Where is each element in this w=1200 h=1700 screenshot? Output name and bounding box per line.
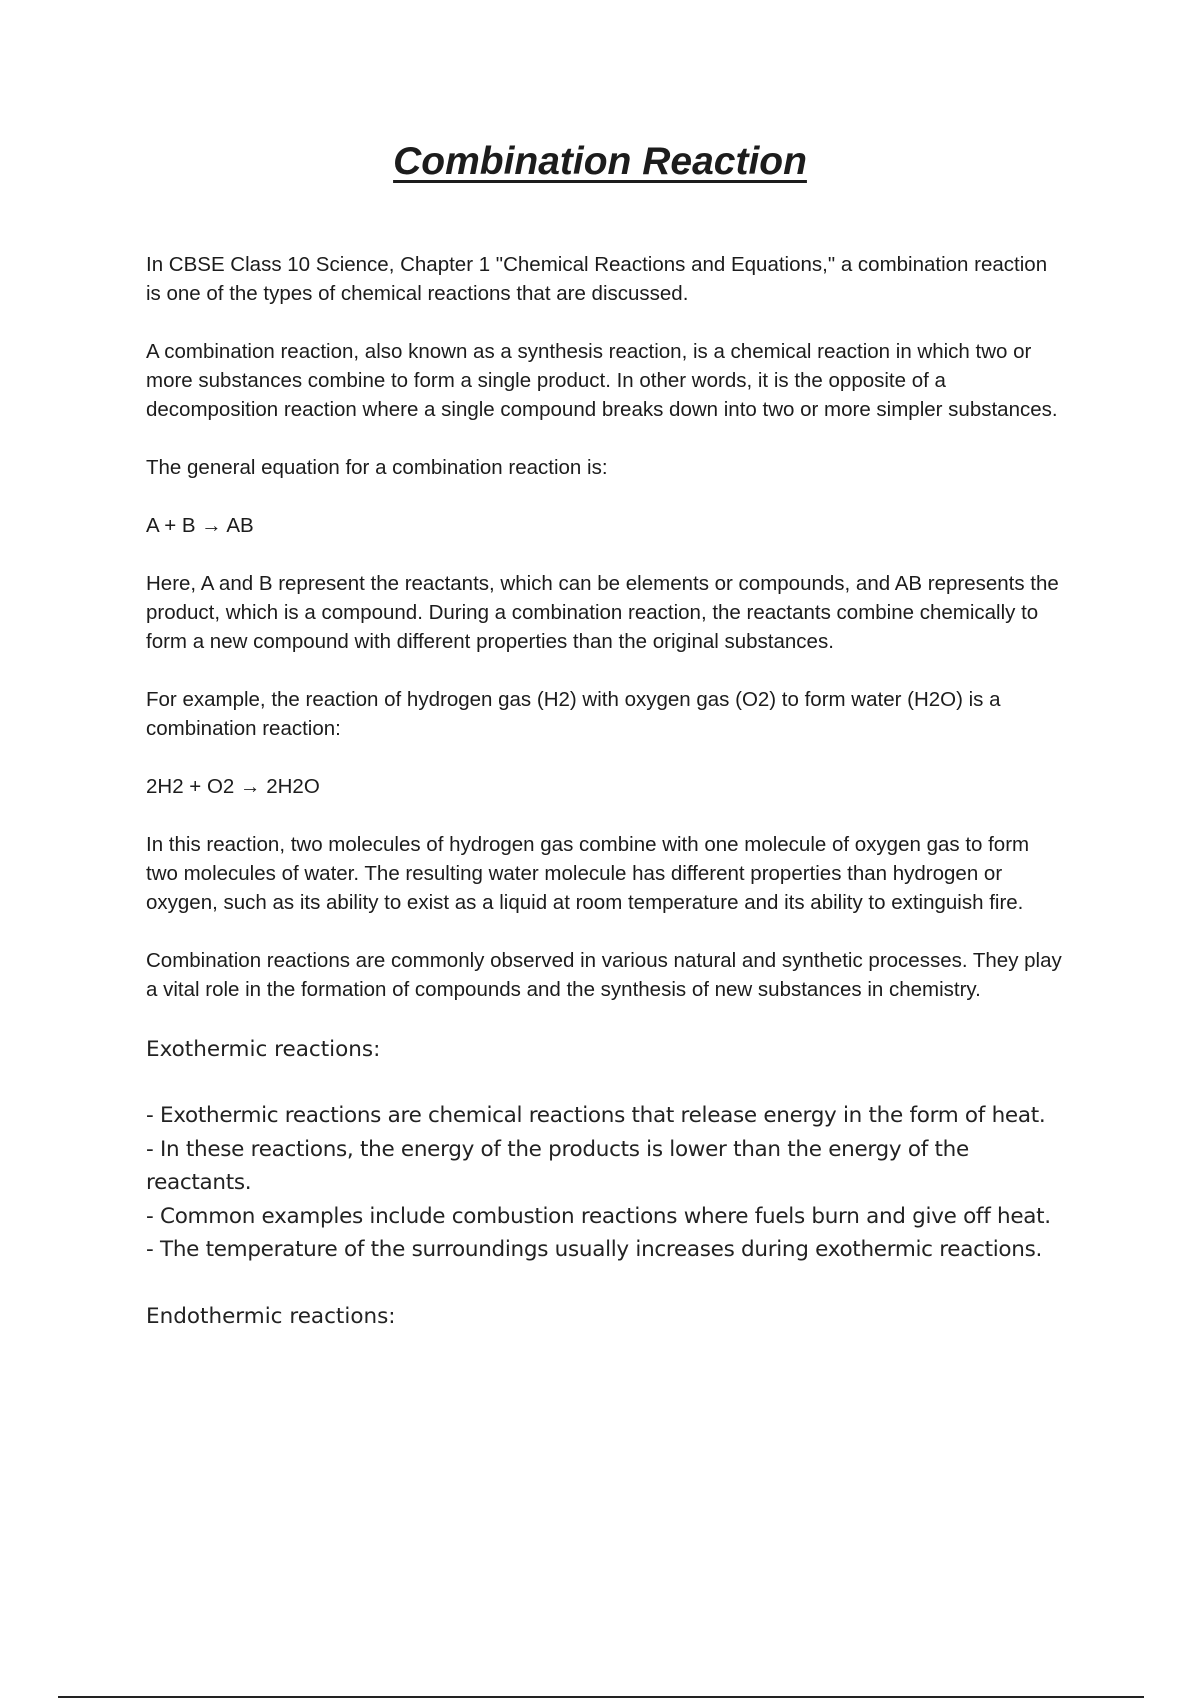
- paragraph-definition: A combination reaction, also known as a synthesis reaction, is a chemical reaction in which two or more substances combine to form a single product. In other words, it is the opposite of a decomposition reaction where a single compound breaks down into two or more simpler substances.: [146, 340, 1058, 421]
- list-item: - Exothermic reactions are chemical reactions that release energy in the form of heat.: [146, 1103, 1046, 1128]
- paragraph-example-explanation: In this reaction, two molecules of hydrogen gas combine with one molecule of oxygen gas to form two molecules of water. The resulting water molecule has different properties than hydrogen or oxygen, such as its ability to exist as a liquid at room temperature and its ability to extinguish fire.: [146, 833, 1030, 914]
- page-title: Combination Reaction: [393, 140, 807, 183]
- exothermic-bullet-list: [146, 1099, 1066, 1267]
- paragraph-example-intro: For example, the reaction of hydrogen gas (H2) with oxygen gas (O2) to form water (H2O) is a combination reaction:: [146, 688, 1001, 740]
- paragraph-summary: Combination reactions are commonly observed in various natural and synthetic processes. They play a vital role in the formation of compounds and the synthesis of new substances in chemistry.: [146, 949, 1062, 1001]
- endothermic-heading: Endothermic reactions:: [146, 1303, 396, 1329]
- exothermic-heading: Exothermic reactions:: [146, 1037, 381, 1062]
- list-item: - In these reactions, the energy of the products is lower than the energy of the reactants.: [146, 1136, 969, 1195]
- list-item: - The temperature of the surroundings usually increases during exothermic reactions.: [146, 1237, 1043, 1262]
- paragraph-explanation: Here, A and B represent the reactants, which can be elements or compounds, and AB represents the product, which is a compound. During a combination reaction, the reactants combine chemically to form a new compound with different properties than the original substances.: [146, 572, 1059, 653]
- document-body: [146, 250, 1066, 1366]
- paragraph-intro: In CBSE Class 10 Science, Chapter 1 "Chemical Reactions and Equations," a combination reaction is one of the types of chemical reactions that are discussed.: [146, 253, 1048, 305]
- water-equation: 2H2 + O2 → 2H2O: [146, 775, 320, 798]
- page-bottom-divider: [58, 1696, 1144, 1698]
- list-item: - Common examples include combustion reactions where fuels burn and give off heat.: [146, 1203, 1051, 1229]
- general-equation: A + B → AB: [146, 514, 254, 537]
- paragraph-general-equation-label: The general equation for a combination reaction is:: [146, 456, 608, 479]
